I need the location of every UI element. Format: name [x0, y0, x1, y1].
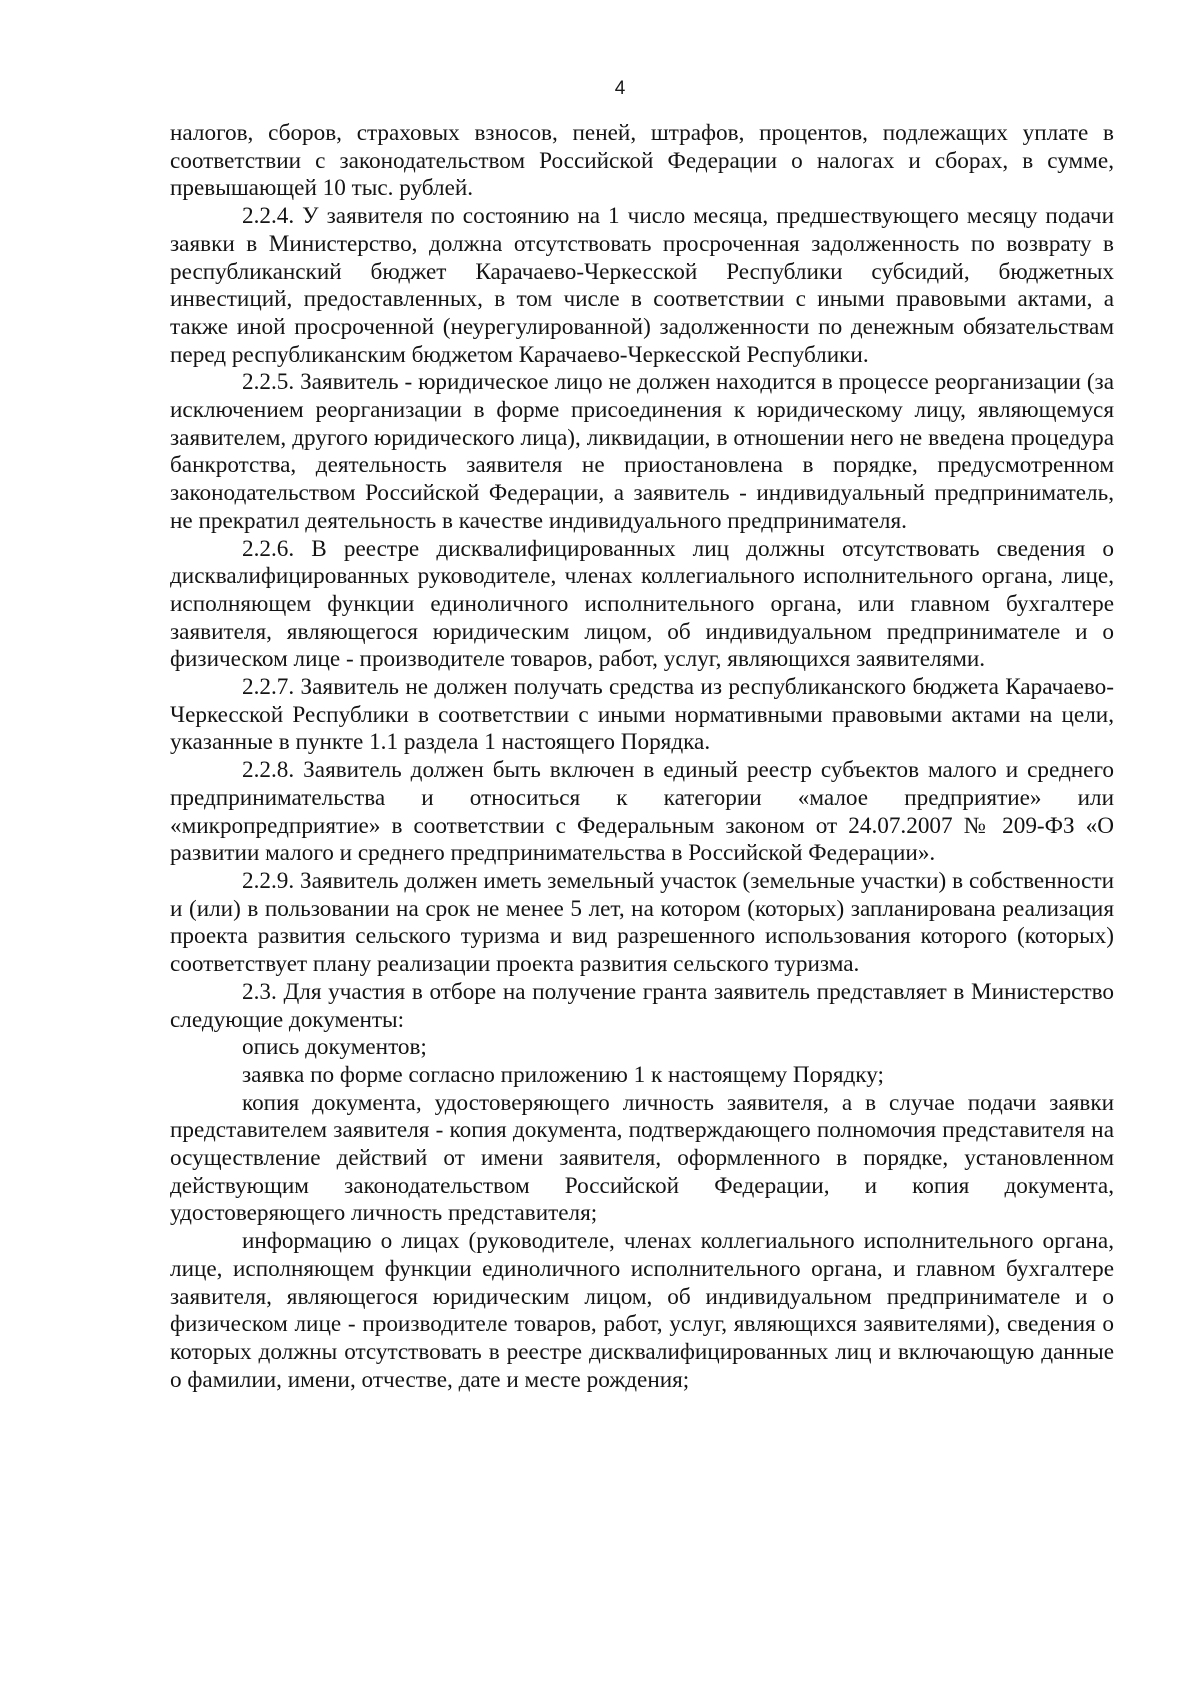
- paragraph-2-2-4: 2.2.4. У заявителя по состоянию на 1 число месяца, предшествующего месяцу подачи заявки в Министерство, должна отсутствовать просроченная задолженность по возврату в республиканский бюджет Карачаево-Черкесской Республики субсидий, бюджетных инвестиций, предоставленных, в том числе в соответствии с иными правовыми актами, а также иной просроченной (неурегулированной) задолженности по денежным обязательствам перед республиканским бюджетом Карачаево-Черкесской Республики.: [170, 203, 1114, 368]
- paragraph-2-2-8: 2.2.8. Заявитель должен быть включен в единый реестр субъектов малого и среднего предпринимательства и относиться к категории «малое предприятие» или «микропредприятие» в соответствии с Федеральным законом от 24.07.2007 № 209-ФЗ «О развитии малого и среднего предпринимательства в Российской Федерации».: [170, 757, 1114, 867]
- document-body: [170, 120, 1114, 1394]
- list-item-persons-info: информацию о лицах (руководителе, членах коллегиального исполнительного органа, лице, исполняющем функции единоличного исполнительного органа, и главном бухгалтере заявителя, являющегося юридическим лицом, об индивидуальном предпринимателе и о физическом лице - производителе товаров, работ, услуг, являющихся заявителями), сведения о которых должны отсутствовать в реестре дисквалифицированных лиц и включающую данные о фамилии, имени, отчестве, дате и месте рождения;: [170, 1228, 1114, 1393]
- paragraph-2-2-6: 2.2.6. В реестре дисквалифицированных лиц должны отсутствовать сведения о дисквалифицированных руководителе, членах коллегиального исполнительного органа, лице, исполняющем функции единоличного исполнительного органа, или главном бухгалтере заявителя, являющегося юридическим лицом, об индивидуальном предпринимателе и о физическом лице - производителе товаров, работ, услуг, являющихся заявителями.: [170, 535, 1114, 673]
- list-item-application: заявка по форме согласно приложению 1 к настоящему Порядку;: [242, 1061, 884, 1088]
- list-item-inventory: опись документов;: [242, 1034, 427, 1061]
- paragraph-2-2-7: 2.2.7. Заявитель не должен получать средства из республиканского бюджета Карачаево-Черкесской Республики в соответствии с иными нормативными правовыми актами на цели, указанные в пункте 1.1 раздела 1 настоящего Порядка.: [170, 674, 1114, 756]
- paragraph-2-2-9: 2.2.9. Заявитель должен иметь земельный участок (земельные участки) в собственности и (или) в пользовании на срок не менее 5 лет, на котором (которых) запланирована реализация проекта развития сельского туризма и вид разрешенного использования которого (которых) соответствует плану реализации проекта развития сельского туризма.: [170, 867, 1114, 978]
- list-item-identity-copy: копия документа, удостоверяющего личность заявителя, а в случае подачи заявки представителем заявителя - копия документа, подтверждающего полномочия представителя на осуществление действий от имени заявителя, оформленного в порядке, установленном действующим законодательством Российской Федерации, и копия документа, удостоверяющего личность представителя;: [170, 1089, 1114, 1227]
- paragraph-taxes-continuation: налогов, сборов, страховых взносов, пеней, штрафов, процентов, подлежащих уплате в соответствии с законодательством Российской Федерации о налогах и сборах, в сумме, превышающей 10 тыс. рублей.: [170, 120, 1114, 202]
- paragraph-2-3: 2.3. Для участия в отборе на получение гранта заявитель представляет в Министерство следующие документы:: [170, 978, 1114, 1033]
- paragraph-2-2-5: 2.2.5. Заявитель - юридическое лицо не должен находится в процессе реорганизации (за исключением реорганизации в форме присоединения к юридическому лицу, являющемуся заявителем, другого юридического лица), ликвидации, в отношении него не введена процедура банкротства, деятельность заявителя не приостановлена в порядке, предусмотренном законодательством Российской Федерации, а заявитель - индивидуальный предприниматель, не прекратил деятельность в качестве индивидуального предпринимателя.: [170, 369, 1114, 534]
- page-number: 4: [614, 78, 626, 99]
